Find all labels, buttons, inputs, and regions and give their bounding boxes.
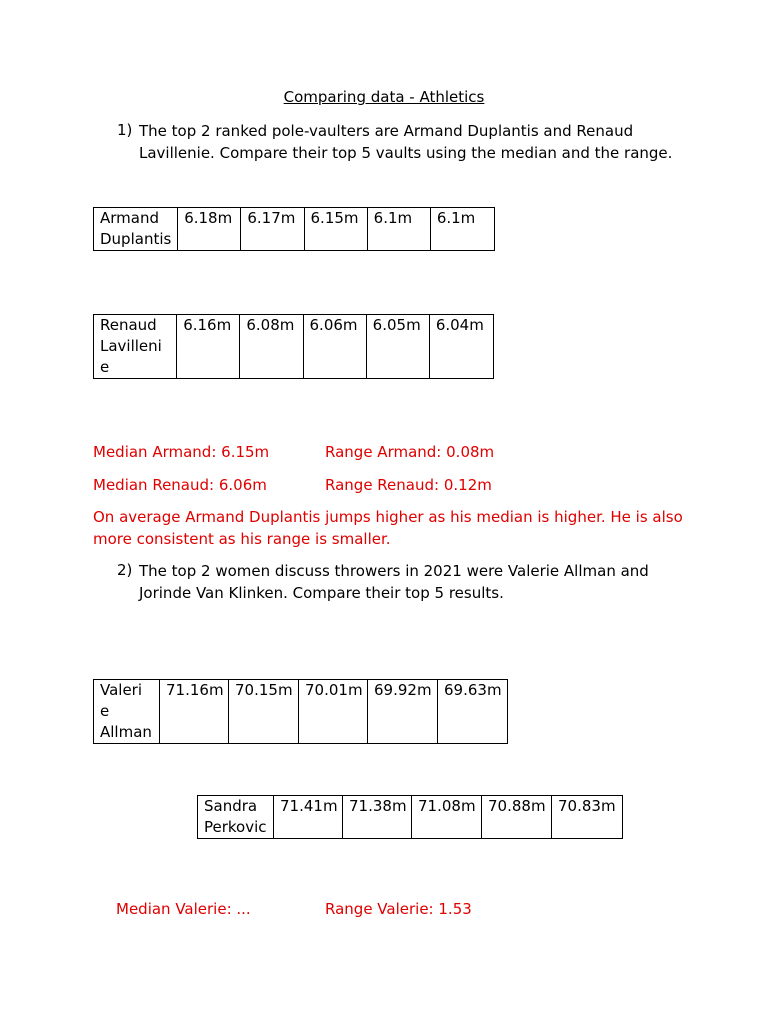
question-1-text bbox=[139, 120, 672, 164]
vault-cell: 6.16m bbox=[177, 315, 240, 379]
throw-cell: 70.01m bbox=[299, 680, 368, 744]
vault-cell: 6.18m bbox=[178, 208, 241, 251]
vault-cell: 6.06m bbox=[303, 315, 366, 379]
vault-cell: 6.05m bbox=[366, 315, 429, 379]
renaud-lavillenie-table bbox=[93, 314, 494, 379]
range-renaud-answer: Range Renaud: 0.12m bbox=[325, 476, 492, 494]
range-armand-answer: Range Armand: 0.08m bbox=[325, 443, 495, 461]
vault-cell: 6.1m bbox=[430, 208, 494, 251]
vault-cell: 6.08m bbox=[240, 315, 303, 379]
athlete-name-cell bbox=[94, 208, 178, 251]
conclusion-line-2: more consistent as his range is smaller. bbox=[93, 530, 391, 548]
median-valerie-answer: Median Valerie: ... bbox=[116, 900, 251, 918]
athlete-name-line: e bbox=[100, 702, 110, 720]
athlete-name-line: Duplantis bbox=[100, 230, 172, 248]
question-2-line-2: Jorinde Van Klinken. Compare their top 5 results. bbox=[139, 584, 504, 602]
question-1-number: 1) bbox=[117, 121, 133, 139]
question-2-number: 2) bbox=[117, 561, 133, 579]
athlete-name-cell bbox=[94, 680, 160, 744]
page-title: Comparing data - Athletics bbox=[283, 88, 485, 106]
throw-cell: 71.41m bbox=[274, 796, 343, 839]
throw-cell: 70.88m bbox=[482, 796, 552, 839]
range-valerie-answer: Range Valerie: 1.53 bbox=[325, 900, 472, 918]
vault-cell: 6.1m bbox=[367, 208, 430, 251]
throw-cell: 71.38m bbox=[343, 796, 412, 839]
athlete-name-line: e bbox=[100, 358, 110, 376]
table-row bbox=[94, 208, 495, 251]
valerie-allman-table bbox=[93, 679, 508, 744]
vault-cell: 6.17m bbox=[241, 208, 304, 251]
median-armand-answer: Median Armand: 6.15m bbox=[93, 443, 270, 461]
athlete-name-line: Armand bbox=[100, 209, 159, 227]
question-1-line-1: The top 2 ranked pole-vaulters are Armand Duplantis and Renaud bbox=[139, 122, 634, 140]
conclusion-line-1: On average Armand Duplantis jumps higher as his median is higher. He is also bbox=[93, 508, 683, 526]
athlete-name-line: Sandra bbox=[204, 797, 258, 815]
throw-cell: 71.16m bbox=[160, 680, 229, 744]
athlete-name-line: Renaud bbox=[100, 316, 157, 334]
athlete-name-cell bbox=[198, 796, 274, 839]
question-2-line-1: The top 2 women discuss throwers in 2021 were Valerie Allman and bbox=[139, 562, 649, 580]
throw-cell: 70.15m bbox=[229, 680, 299, 744]
athlete-name-line: Perkovic bbox=[204, 818, 267, 836]
table-row bbox=[94, 680, 508, 744]
athlete-name-line: Lavilleni bbox=[100, 337, 162, 355]
athlete-name-line: Allman bbox=[100, 723, 152, 741]
throw-cell: 71.08m bbox=[412, 796, 482, 839]
table-row bbox=[94, 315, 494, 379]
question-1-line-2: Lavillenie. Compare their top 5 vaults using the median and the range. bbox=[139, 144, 673, 162]
vault-cell: 6.04m bbox=[429, 315, 493, 379]
median-renaud-answer: Median Renaud: 6.06m bbox=[93, 476, 267, 494]
athlete-name-line: Valeri bbox=[100, 681, 143, 699]
throw-cell: 69.92m bbox=[368, 680, 438, 744]
throw-cell: 70.83m bbox=[552, 796, 623, 839]
table-row bbox=[198, 796, 623, 839]
athlete-name-cell bbox=[94, 315, 177, 379]
armand-duplantis-table bbox=[93, 207, 495, 251]
sandra-perkovic-table bbox=[197, 795, 623, 839]
throw-cell: 69.63m bbox=[438, 680, 508, 744]
question-2-text bbox=[139, 560, 649, 604]
vault-cell: 6.15m bbox=[304, 208, 367, 251]
